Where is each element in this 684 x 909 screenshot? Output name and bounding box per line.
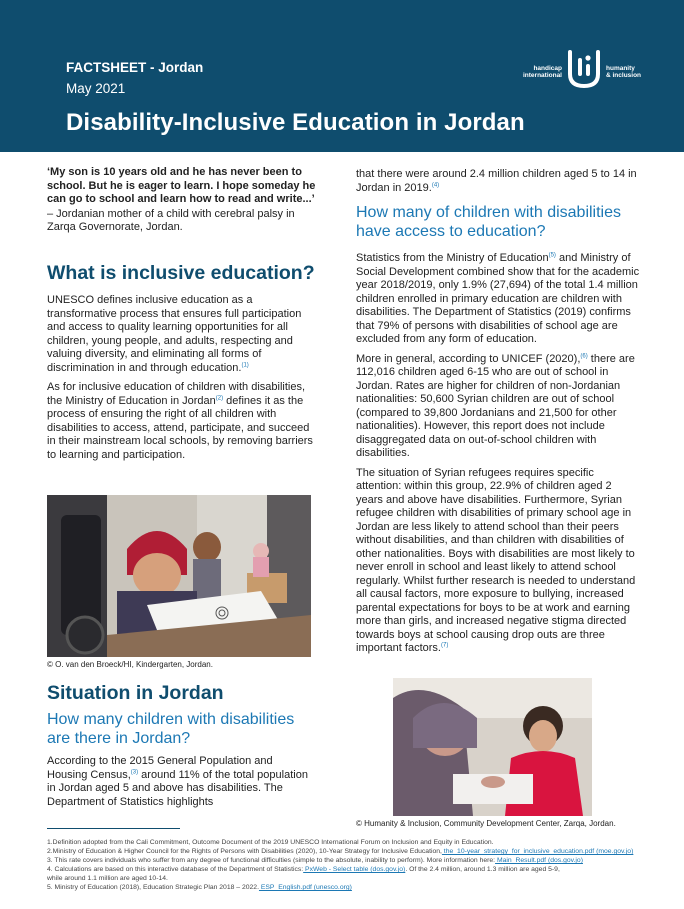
paragraph: According to the 2015 General Population and Housing Census,$^{(3)}$ around 11% of the total population in Jordan aged 5 and above has disabilities. The Department of Statistics highlights	[47, 755, 308, 808]
heading-inclusive-education: What is inclusive education?	[47, 262, 315, 284]
subheading-access-education: How many of children with disabilities have access to education?	[356, 204, 621, 240]
footnote-3: 3. This rate covers individuals who suffer from any degree of functional difficulties (simple to the absolute, inability to perform). More information here: Main_Result.pdf (dos.gov.jo)	[47, 857, 583, 864]
photo-caption: © Humanity & Inclusion, Community Development Center, Zarqa, Jordan.	[356, 819, 616, 828]
footnote-ref[interactable]: (1)	[241, 361, 249, 368]
hi-logo	[520, 44, 640, 94]
hand-logo-icon	[564, 44, 604, 90]
footnote-4-cont: while around 1.1 million are aged 10-14.	[47, 875, 168, 882]
community-center-photo	[393, 678, 592, 816]
paragraph: As for inclusive education of children with disabilities, the Ministry of Education in Jordan$^{(2)}$ defines it as the process of ensuring the right of all children with disabilities to access, attend, participate, and succeed in their mainstream local schools, by removing barriers to learning and participation.	[47, 381, 313, 461]
logo-text-left: handicap international	[522, 65, 562, 79]
footnote-ref[interactable]: (3)	[130, 768, 139, 775]
footnote-ref[interactable]: (7)	[440, 642, 449, 649]
logo-text-right: humanity & inclusion	[606, 65, 642, 79]
quote-attribution: – Jordanian mother of a child with cerebral palsy in Zarqa Governorate, Jordan.	[47, 207, 295, 233]
footnote-link[interactable]: ESP_English.pdf (unesco.org)	[258, 884, 352, 891]
footnote-ref[interactable]: (5)	[548, 252, 556, 259]
footnote-divider	[47, 828, 180, 829]
footnotes	[47, 838, 647, 892]
header-banner	[0, 0, 684, 152]
right-column-continuation	[356, 168, 640, 201]
heading-situation-jordan: Situation in Jordan	[47, 682, 224, 704]
paragraph: More in general, according to UNICEF (2020),$^{(6)}$ there are 112,016 children aged 6-15 who are out of school in Jordan. Rates are higher for children of non-Jordanian nationalities: 50,600 Syrian children are out of school (compared to 39,800 Jordanians and 21,500 for other nationalities). However, this report does not include disaggregated data on out-of-school children with disabilities.	[356, 352, 635, 459]
factsheet-label: FACTSHEET - Jordan	[66, 60, 204, 75]
quote-text: ‘My son is 10 years old and he has never been to school. But he is eager to learn. I hope someday he can go to school and learn how to read and write...’	[47, 166, 316, 205]
paragraph: that there were around 2.4 million children aged 5 to 14 in Jordan in 2019.$^{(4)}$	[356, 168, 637, 194]
kindergarten-photo	[47, 495, 311, 657]
paragraph: UNESCO defines inclusive education as a transformative process that ensures full participation and access to quality learning opportunities for all children, young people, and adults, respecting and valuing diversity, and eliminating all forms of discrimination in and through education.$^{(1)}$	[47, 294, 302, 374]
footnote-link[interactable]: Main_Result.pdf (dos.gov.jo)	[495, 857, 583, 864]
photo-caption: © O. van den Broeck/HI, Kindergarten, Jordan.	[47, 660, 213, 669]
footnote-4: 4. Calculations are based on this interactive database of the Department of Statistics: PxWeb - Select table (dos.gov.jo). Of the 2.4 million, around 1.3 million are aged 5-9,	[47, 866, 560, 873]
footnote-ref[interactable]: (2)	[215, 394, 224, 401]
footnote-link[interactable]: PxWeb - Select table (dos.gov.jo)	[303, 866, 406, 873]
publication-date: May 2021	[66, 81, 126, 96]
mother-quote	[47, 166, 317, 235]
footnote-1: 1.Definition adopted from the Cali Commitment, Outcome Document of the 2019 UNESCO International Forum on Inclusion and Equity in Education.	[47, 839, 494, 846]
access-education-body	[356, 252, 640, 662]
paragraph: Statistics from the Ministry of Education$^{(5)}$ and Ministry of Social Development combined show that for the academic year 2018/2019, only 1.9% (27,694) of the total 1.4 million children enrolled in primary education are children with disabilities. The Department of Statistics (2019) confirms that 79% of persons with disabilities of school age are excluded from any form of education.	[356, 252, 640, 345]
footnote-link[interactable]: the_10-year_strategy_for_inclusive_education.pdf (moe.gov.jo)	[441, 848, 634, 855]
subheading-children-disabilities: How many children with disabilities are there in Jordan?	[47, 711, 295, 747]
page-title: Disability-Inclusive Education in Jordan	[66, 109, 525, 136]
paragraph: The situation of Syrian refugees requires specific attention: within this group, 22.9% of children aged 2 years and above have disabilities. Furthermore, Syrian refugee children with disabilities of primary school age in Jordan are less likely to attend school than their peers without disabilities, and than children with disabilities of other nationalities. Boys with disabilities are most likely to never enroll in school and least likely to attend school regularly. Whilst further research is needed to understand all causal factors, more exposure to bullying, increased parental expectations for boys to be at work and earning more than girls, and increased negative stigma directed towards boys at school causing drop outs are three important factors.$^{(7)}$	[356, 466, 636, 654]
footnote-ref[interactable]: (4)	[431, 181, 440, 188]
footnote-5: 5. Ministry of Education (2018), Education Strategic Plan 2018 – 2022. ESP_English.pdf (unesco.org)	[47, 884, 352, 891]
footnote-ref[interactable]: (6)	[580, 352, 588, 359]
situation-body	[47, 755, 315, 815]
inclusive-education-body	[47, 294, 313, 468]
footnote-2: 2.Ministry of Education & Higher Council for the Rights of Persons with Disabilities (2020), 10-Year Strategy for Inclusive Education, the_10-year_strategy_for_inclusive_education.pdf (moe.gov.jo)	[47, 848, 634, 855]
